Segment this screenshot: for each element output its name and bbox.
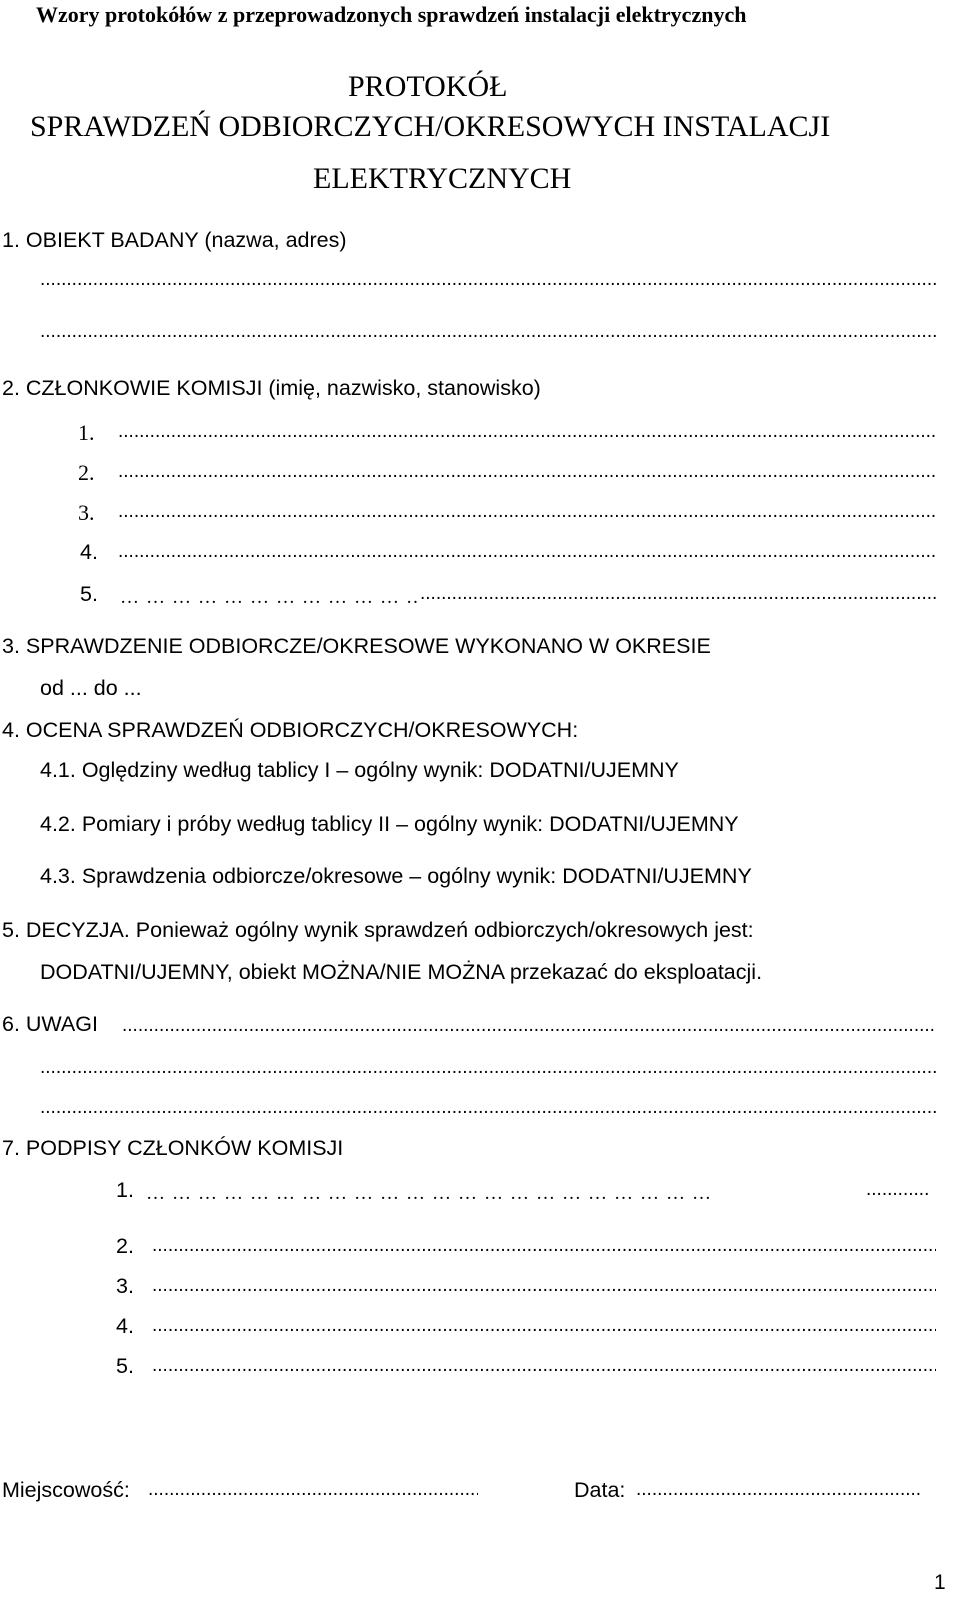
fill-line [146, 1184, 866, 1203]
signature-number-5: 5. [116, 1354, 134, 1378]
section-5-line-1: 5. DECYZJA. Ponieważ ogólny wynik sprawdzeń odbiorczych/okresowych jest: [2, 918, 754, 942]
fill-line [122, 1016, 936, 1035]
section-1-label: 1. OBIEKT BADANY (nazwa, adres) [2, 228, 347, 252]
section-6-label: 6. UWAGI [2, 1012, 98, 1036]
place-label: Miejscowość: [2, 1478, 130, 1502]
running-header: Wzory protokółów z przeprowadzonych sprawdzeń instalacji elektrycznych [36, 2, 747, 27]
section-2-label: 2. CZŁONKOWIE KOMISJI (imię, nazwisko, stanowisko) [2, 376, 541, 400]
section-7-label: 7. PODPISY CZŁONKÓW KOMISJI [2, 1136, 344, 1160]
section-3-label: 3. SPRAWDZENIE ODBIORCZE/OKRESOWE WYKONANO W OKRESIE [2, 634, 711, 658]
title-line-2: SPRAWDZEŃ ODBIORCZYCH/OKRESOWYCH INSTALACJI [30, 110, 831, 143]
fill-line [40, 1058, 936, 1077]
member-number-5: 5. [80, 582, 98, 606]
fill-line [636, 1480, 922, 1499]
fill-line [118, 542, 936, 561]
fill-line [118, 422, 936, 441]
section-4-3: 4.3. Sprawdzenia odbiorcze/okresowe – ogólny wynik: DODATNI/UJEMNY [40, 864, 752, 888]
signature-number-3: 3. [116, 1274, 134, 1298]
signature-number-2: 2. [116, 1234, 134, 1258]
section-4-1: 4.1. Oględziny według tablicy I – ogólny wynik: DODATNI/UJEMNY [40, 758, 679, 782]
section-3-period: od ... do ... [40, 676, 142, 700]
fill-line [118, 462, 936, 481]
fill-line [152, 1236, 936, 1255]
signature-number-4: 4. [116, 1314, 134, 1338]
title-line-1: PROTOKÓŁ [348, 70, 508, 103]
member-number-3: 3. [78, 500, 95, 525]
fill-line [152, 1316, 936, 1335]
fill-line [40, 270, 936, 289]
member-number-4: 4. [80, 540, 98, 564]
member-number-2: 2. [78, 460, 95, 485]
fill-line [420, 584, 936, 603]
fill-line [40, 322, 936, 341]
fill-line [120, 588, 420, 607]
fill-line [152, 1356, 936, 1375]
fill-line [118, 502, 936, 521]
date-label: Data: [574, 1478, 626, 1502]
fill-line [148, 1480, 478, 1499]
fill-line [866, 1180, 930, 1199]
fill-line [152, 1276, 936, 1295]
section-5-line-2: DODATNI/UJEMNY, obiekt MOŻNA/NIE MOŻNA przekazać do eksploatacji. [40, 960, 763, 984]
section-4-2: 4.2. Pomiary i próby według tablicy II – ogólny wynik: DODATNI/UJEMNY [40, 812, 739, 836]
title-line-3: ELEKTRYCZNYCH [313, 162, 572, 195]
page-number: 1 [934, 1571, 946, 1594]
member-number-1: 1. [78, 420, 95, 445]
signature-number-1: 1. [116, 1178, 134, 1202]
fill-line [40, 1098, 936, 1117]
section-4-label: 4. OCENA SPRAWDZEŃ ODBIORCZYCH/OKRESOWYCH: [2, 718, 579, 742]
